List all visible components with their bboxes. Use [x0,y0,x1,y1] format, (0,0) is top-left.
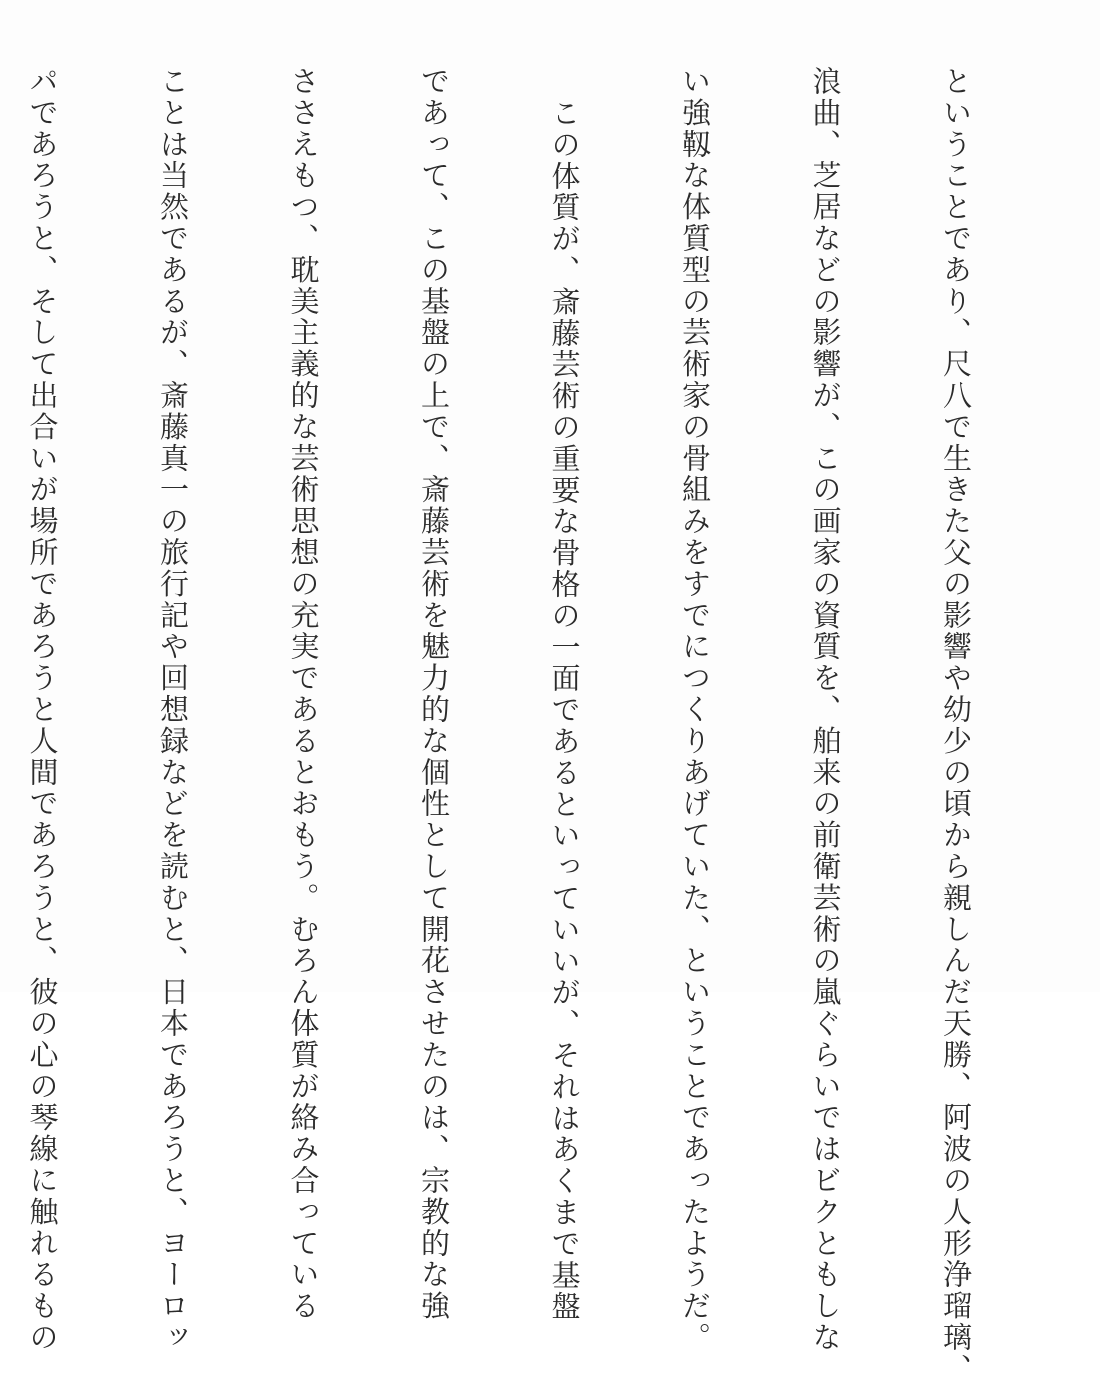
vertical-text-body [0,66,1064,1385]
text-column: ということであり、尺八で生きた父の影響や幼少の頃から親しんだ天勝、阿波の人形浄瑠璃、 [939,66,973,1385]
text-column: ことは当然であるが、斎藤真一の旅行記や回想録などを読むと、日本であろうと、ヨーロッ [156,66,190,1354]
paragraph-start-column: この体質が、斎藤芸術の重要な骨格の一面であるといっていいが、それはあくまで基盤 [547,98,582,1323]
text-column: であって、この基盤の上で、斎藤芸術を魅力的な個性として開花させたのは、宗教的な強 [417,66,451,1322]
text-column: 浪曲、芝居などの影響が、この画家の資質を、舶来の前衛芸術の嵐ぐらいではビクともしな [808,66,843,1354]
text-column: ささえもつ、耽美主義的な芸術思想の充実であるとおもう。むろん体質が絡み合っている [286,66,321,1322]
text-column: パであろうと、そして出合いが場所であろうと人間であろうと、彼の心の琴線に触れるもの [25,66,60,1354]
text-column: い強靱な体質型の芸術家の骨組みをすでにつくりあげていた、ということであったようだ。 [678,66,712,1354]
